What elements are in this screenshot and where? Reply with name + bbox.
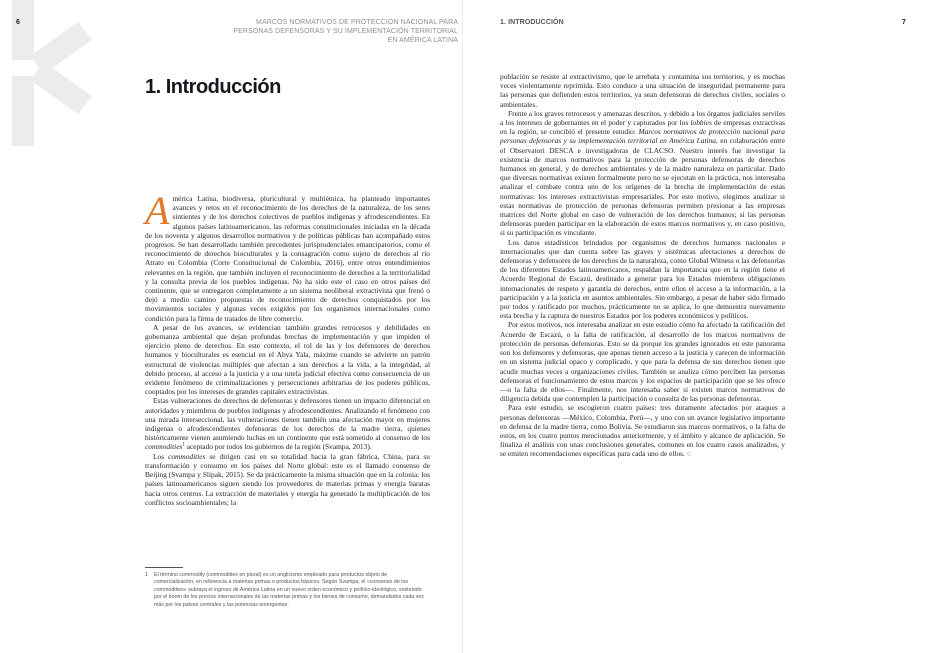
page-number-left: 6 xyxy=(16,19,20,26)
footnote-reference[interactable]: 1 xyxy=(182,443,185,449)
footnote-number: 1 xyxy=(145,572,148,578)
footnote-rule xyxy=(145,567,183,568)
paragraph: América Latina, biodiversa, pluricultural y multiétnica, ha planteado importantes avances y retos en el reconocimiento de los derechos de la naturaleza, de los seres sintientes y de los derechos colectivos de pueblos indígenas y afrodescendientes. En algunos países latinoamericanos, las reformas constitucionales iniciadas en la década de los noventa y algunos desarrollos normativos y de políticas públicas han acompañado estos progresos. Se han desarrollado también precedentes jurisprudenciales emancipatorios, como el reconocimiento de derechos bioculturales y la consagración como sujeto de derechos al río Atrato en Colombia (Corte Constitucional de Colombia, 2016), entre otros entendimientos relevantes en la región, que también incluyen el reconocimiento de derechos a la territorialidad y la consulta previa de los pueblos indígenas. No ha sido este el caso en otros países del continente, que se entregaron completamente a un sistema neoliberal extractivista que frenó o dejó a medio camino propuestas de reconocimiento de derechos conquistados por los movimientos sociales y algunas veces exigidos por los organismos internacionales como condición para la firma de tratados de libre comercio. xyxy=(145,188,430,323)
footnote xyxy=(145,572,427,609)
drop-cap: A xyxy=(145,188,170,233)
chapter-title: 1. Introducción xyxy=(145,76,281,98)
right-column xyxy=(500,72,785,459)
running-head-left: MARCOS NORMATIVOS DE PROTECCIÓN NACIONAL PARA PERSONAS DEFENSORAS Y SU IMPLEMENTACIÓN TERRITORIAL EN AMÉRICA LATINA xyxy=(233,19,458,44)
paragraph: Por estos motivos, nos interesaba analizar en este estudio cómo ha afectado la ratificación del Acuerdo de Escazú, o la falta de ratificación, al desarrollo de los marcos normativos de protección de personas defensoras. Esto se da porque los grandes ignorados en este panorama son los defensores y defensoras, que apenas tienen acceso a la justicia y carecen de información en un sistema judicial opaco y complicado, y que para la defensa de sus derechos tienen que acudir muchas veces a organizaciones civiles. También se analiza cómo perciben las personas defensoras el funcionamiento de estos marcos y los espacios de participación que se les ofrece —o la falta de ellos—. Finalmente, nos interesaba saber si existen marcos normativos de diligencia debida que contemplen la participación o consulta de las personas defensoras. xyxy=(500,320,785,404)
asterisk-decoration-icon xyxy=(0,0,100,150)
paragraph: A pesar de los avances, se evidencian también grandes retrocesos y debilidades en gobernanza ambiental que dejan profundas brechas de implementación y que impiden el ejercicio pleno de derechos. En este contexto, el rol de las y los defensores de derechos humanos y bioculturales es esencial en el Abya Yala, máxime cuando se advierte un patrón estructural de violencias múltiples que afectan a sus derechos a la vida, a la integridad, al debido proceso, al acceso a la justicia y a una tutela judicial efectiva como consecuencia de un evidente fenómeno de criminalizaciones y persecuciones arbitrarias de los poderes públicos, cooptados por los intereses de grandes capitales extractivistas. xyxy=(145,322,430,397)
end-mark-icon: ○ xyxy=(686,449,692,459)
paragraph: Estas vulneraciones de derechos de defensoras y defensores tienen un impacto diferencial en autoridades y miembros de pueblos indígenas y afrodescendientes. Analizando el fenómeno con una mirada interseccional, las vulneraciones tienen también una afectación mayor en mujeres indígenas o afrodescendientes defensoras de los derechos de la madre tierra, quienes históricamente vienen asumiendo luchas en un continente que está sometido al consenso de los commodities$^1$ aceptado por todos los gobiernos de la región (Svampa, 2013). xyxy=(145,396,430,452)
paragraph: Los commodities se dirigen casi en su totalidad hacia la gran fábrica, China, para su transformación y consumo en los países del Norte global: este es el llamado consenso de Beijing (Svampa y Slipak, 2015). Se da prácticamente la misma situación que en la colonia: los países latinoamericanos siguen siendo los proveedores de materias primas y energía baratas hacia otros centros. La extracción de materiales y energía ha generado la multiplicación de los conflictos socioambientales; la xyxy=(145,451,430,507)
paragraph: Los datos estadísticos brindados por organismos de derechos humanos nacionales e internacionales que dan cuenta sobre las graves y sistémicas afectaciones a derechos de defensoras y defensores de los derechos de la naturaleza, como Global Witness o las defensorías de los diferentes Estados latinoamericanos, respaldan la importancia que en la región tiene el Acuerdo Regional de Escazú, destinado a generar para los Estados miembros obligaciones internacionales de respeto y garantía de derechos, entre ellos el acceso a la información, a la participación y a la justicia en asuntos ambientales. Sin embargo, a pesar de haber sido firmado por todos y ratificado por muchos, prácticamente no se aplica, lo que demuestra nuevamente esta brecha y la captura de nuestros Estados por los poderes económicos y políticos. xyxy=(500,237,785,321)
page-number-right: 7 xyxy=(902,19,906,26)
paragraph: Frente a los graves retrocesos y amenazas descritos, y debido a los órganos judiciales serviles a los intereses de gobernantes en el poder y capturados por los lobbies de empresas extractivas en la región, se concibió el presente estudio: Marcos normativos de protección nacional para personas defensoras y su implementación territorial en América Latina, en colaboración entre el Observatori DESCA e investigadoras de CLACSO. Nuestro interés fue investigar la existencia de marcos normativos para la protección de personas defensoras de derechos humanos en general, y de derechos ambientales y de la madre naturaleza en particular. Dado que diversas normativas existen formalmente pero no se ejecutan en la práctica, nos interesaba analizar el combate contra uno de los orígenes de la brecha de implementación de estas normativas: los intereses extractivistas empresariales. Por este motivo, elegimos analizar si estas normativas de protección de personas defensoras permiten presionar a las empresas matrices del Norte global en caso de vulneración de los derechos humanos; si las personas defensoras pueden participar en la elaboración de estos marcos normativos y, en caso positivo, si su participación es vinculante. xyxy=(500,108,785,238)
paragraph: Para este estudio, se escogieron cuatro países: tres duramente afectados por ataques a personas defensoras —México, Colombia, Perú—, y uno con un avance legislativo importante en defensa de la madre tierra, como Bolivia. Se estudiaron sus marcos normativos, o la falta de estos, en los cuatro puntos mencionados anteriormente, y el ámbito y alcance de aplicación. Se finaliza el análisis con unas conclusiones generales, comunes en los cuatro casos analizados, y se emiten recomendaciones específicas para cada uno de ellos. ○ xyxy=(500,403,785,459)
paragraph: población se resiste al extractivismo, que le arrebata y contamina sus territorios, y es muchas veces violentamente reprimida. Esto conduce a una situación de inseguridad permanente para las personas que defienden estos territorios, ya sean defensoras de derechos civiles, sociales o ambientales. xyxy=(500,72,785,109)
footnote-text: El término commodity (commodities en plural) es un anglicismo empleado para productos objeto de comercialización, en referencia a materias primas o productos básicos. Según Svampa, el «consenso de los commodities» subraya el ingreso de América Latina en un nuevo orden económico y político-ideológico, sostenido por el boom de los precios internacionales de las materias primas y los bienes de consumo, demandados cada vez más por los países centrales y las potencias emergentes. xyxy=(153,572,424,608)
left-column xyxy=(145,188,430,507)
running-head-right: 1. INTRODUCCIÓN xyxy=(500,19,564,26)
gutter xyxy=(462,0,463,653)
